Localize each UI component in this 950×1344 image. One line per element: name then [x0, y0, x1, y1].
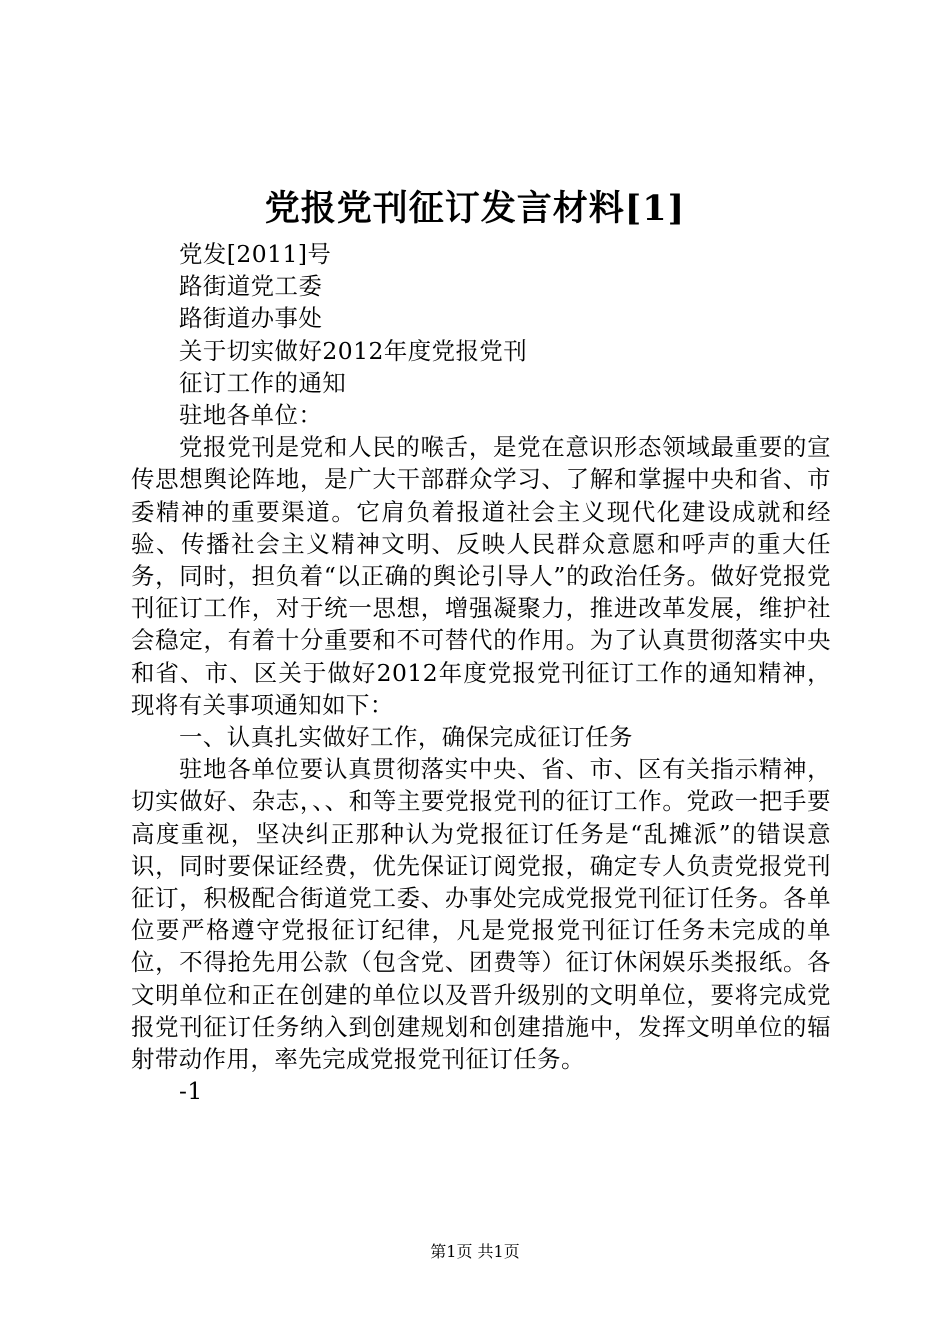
document-title: 党报党刊征订发言材料[1]	[264, 188, 686, 229]
page-footer: 第1页 共1页	[430, 1242, 520, 1261]
addressee: 驻地各单位：	[179, 401, 323, 430]
section-heading-1: 一、认真扎实做好工作，确保完成征订任务	[179, 723, 633, 752]
body-paragraph-section-1: 驻地各单位要认真贯彻落实中央、省、市、区有关指示精神，切实做好、杂志，、、和等主要党报党刊的征订工作。党政一把手要高度重视，坚决纠正那种认为党报征订任务是“乱摊派”的错误意识，同时要保证经费，优先保证订阅党报，确定专人负责党报党刊征订，积极配合街道党工委、办事处完成党报党刊征订任务。各单位要严格遵守党报征订纪律，凡是党报党刊征订任务未完成的单位，不得抢先用公款（包含党、团费等）征订休闲娱乐类报纸。各文明单位和正在创建的单位以及晋升级别的文明单位，要将完成党报党刊征订任务纳入到创建规划和创建措施中，发挥文明单位的辐射带动作用，率先完成党报党刊征订任务。	[131, 755, 831, 1074]
issuer-party-committee: 路街道党工委	[179, 272, 323, 301]
notice-subject-line-2: 征订工作的通知	[179, 368, 347, 397]
notice-subject-line-1: 关于切实做好2012年度党报党刊	[179, 336, 528, 365]
page-marker: -1	[179, 1077, 203, 1106]
document-body	[131, 238, 831, 1107]
body-paragraph-intro: 党报党刊是党和人民的喉舌，是党在意识形态领域最重要的宣传思想舆论阵地，是广大干部群众学习、了解和掌握中央和省、市委精神的重要渠道。它肩负着报道社会主义现代化建设成就和经验、传播社会主义精神文明、反映人民群众意愿和呼声的重大任务，同时，担负着“以正确的舆论引导人”的政治任务。做好党报党刊征订工作，对于统一思想，增强凝聚力，推进改革发展，维护社会稳定，有着十分重要和不可替代的作用。为了认真贯彻落实中央和省、市、区关于做好2012年度党报党刊征订工作的通知精神，现将有关事项通知如下：	[131, 433, 831, 719]
issuer-subdistrict-office: 路街道办事处	[179, 304, 323, 333]
document-number: 党发[2011]号	[179, 240, 332, 268]
